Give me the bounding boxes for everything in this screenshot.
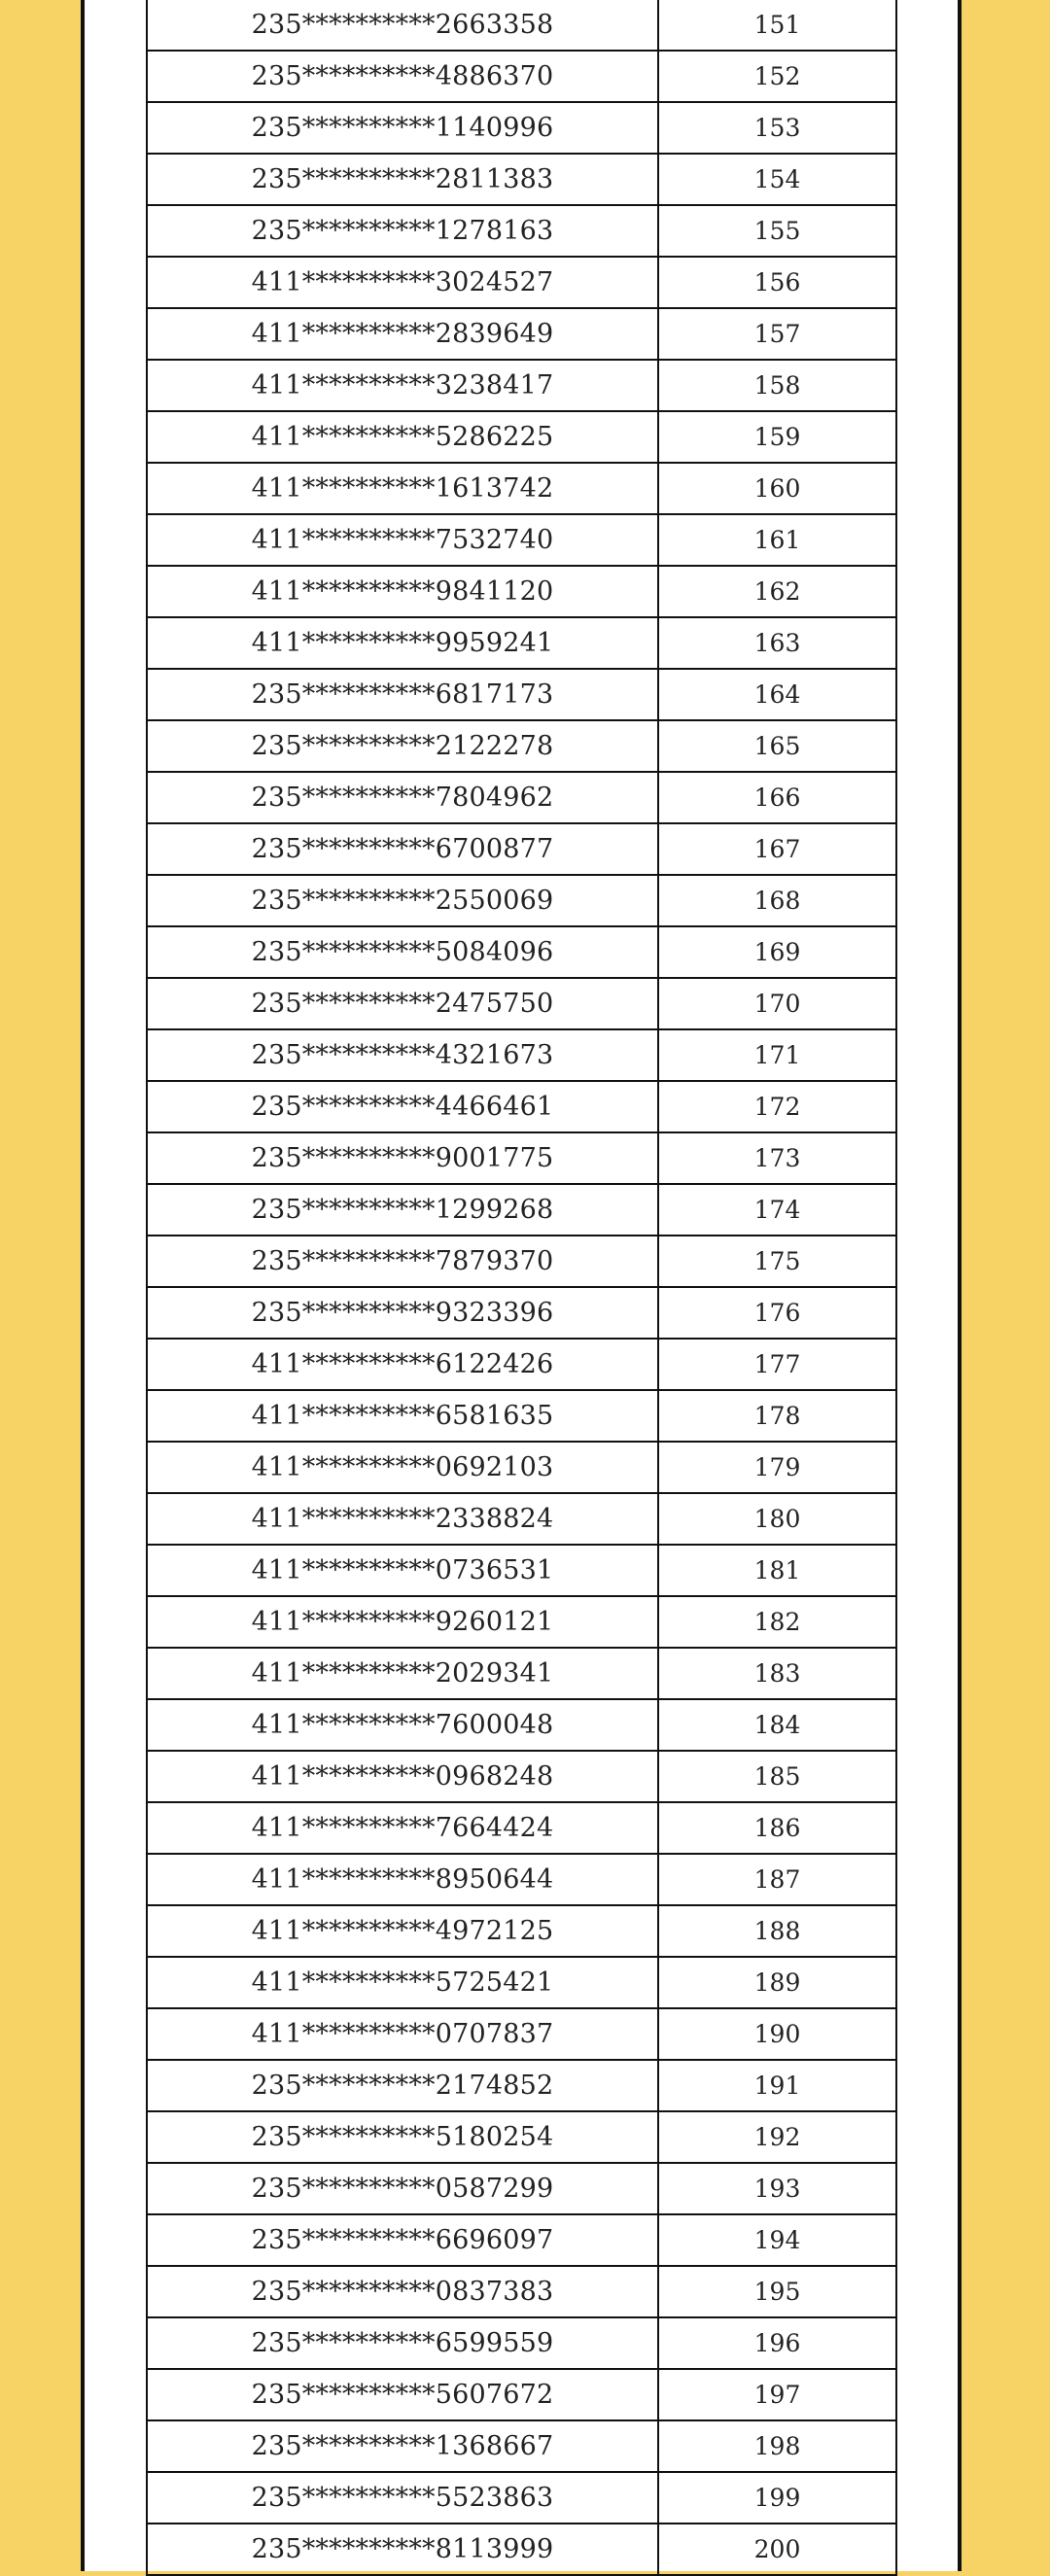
row-number-cell: 182 bbox=[753, 1608, 801, 1636]
row-number-cell: 163 bbox=[753, 629, 801, 657]
table-row bbox=[146, 1803, 897, 1855]
masked-id-cell: 235**********1278163 bbox=[148, 206, 659, 256]
table-row bbox=[146, 361, 897, 412]
row-number-cell: 177 bbox=[753, 1350, 801, 1378]
table-row bbox=[146, 1649, 897, 1700]
table-row bbox=[146, 1855, 897, 1906]
table-row bbox=[146, 1958, 897, 2009]
row-number-cell: 176 bbox=[753, 1299, 801, 1327]
masked-id-cell: 411**********7532740 bbox=[148, 515, 659, 565]
table-row bbox=[146, 2318, 897, 2370]
table-row bbox=[146, 2370, 897, 2421]
table-row bbox=[146, 2009, 897, 2061]
row-number-cell: 153 bbox=[753, 114, 801, 142]
masked-id-cell: 235**********6696097 bbox=[148, 2215, 659, 2265]
masked-id-cell: 411**********9841120 bbox=[148, 567, 659, 616]
table-row bbox=[146, 618, 897, 670]
row-number-cell: 192 bbox=[753, 2123, 801, 2151]
masked-id-cell: 411**********0707837 bbox=[148, 2009, 659, 2059]
masked-id-cell: 411**********1613742 bbox=[148, 464, 659, 513]
table-row bbox=[146, 0, 897, 52]
row-number-cell: 180 bbox=[753, 1505, 801, 1533]
masked-id-cell: 235**********7879370 bbox=[148, 1236, 659, 1286]
table-row bbox=[146, 2164, 897, 2215]
table-row bbox=[146, 567, 897, 618]
masked-id-cell: 235**********0837383 bbox=[148, 2267, 659, 2316]
row-number-cell: 165 bbox=[753, 732, 801, 760]
masked-id-cell: 411**********4972125 bbox=[148, 1906, 659, 1956]
row-number-cell: 186 bbox=[753, 1814, 801, 1842]
table-row bbox=[146, 721, 897, 773]
masked-id-cell: 235**********5607672 bbox=[148, 2370, 659, 2419]
row-number-cell: 170 bbox=[753, 990, 801, 1018]
row-number-cell: 164 bbox=[753, 680, 801, 709]
row-number-cell: 152 bbox=[753, 62, 801, 90]
masked-id-cell: 411**********7664424 bbox=[148, 1803, 659, 1853]
masked-id-cell: 235**********7804962 bbox=[148, 773, 659, 822]
table-row bbox=[146, 1597, 897, 1649]
table-row bbox=[146, 309, 897, 361]
row-number-cell: 162 bbox=[753, 577, 801, 606]
masked-id-cell: 235**********2475750 bbox=[148, 979, 659, 1028]
masked-id-cell: 235**********0587299 bbox=[148, 2164, 659, 2213]
masked-id-cell: 235**********2663358 bbox=[148, 0, 659, 50]
masked-id-cell: 235**********9323396 bbox=[148, 1288, 659, 1338]
masked-id-cell: 411**********5286225 bbox=[148, 412, 659, 462]
masked-id-cell: 235**********5084096 bbox=[148, 927, 659, 977]
masked-id-cell: 411**********9959241 bbox=[148, 618, 659, 668]
masked-id-cell: 235**********2550069 bbox=[148, 876, 659, 925]
row-number-cell: 195 bbox=[753, 2278, 801, 2306]
row-number-cell: 191 bbox=[753, 2071, 801, 2100]
masked-id-cell: 411**********6581635 bbox=[148, 1391, 659, 1441]
masked-id-cell: 235**********9001775 bbox=[148, 1133, 659, 1183]
table-row bbox=[146, 2215, 897, 2267]
row-number-cell: 193 bbox=[753, 2175, 801, 2203]
table-row bbox=[146, 1133, 897, 1185]
masked-id-cell: 235**********1299268 bbox=[148, 1185, 659, 1235]
row-number-cell: 184 bbox=[753, 1711, 801, 1739]
masked-id-cell: 411**********3024527 bbox=[148, 258, 659, 307]
table-row bbox=[146, 670, 897, 721]
masked-id-cell: 235**********6817173 bbox=[148, 670, 659, 719]
table-row bbox=[146, 412, 897, 464]
table-row bbox=[146, 2524, 897, 2576]
table-row bbox=[146, 2267, 897, 2318]
masked-id-cell: 235**********4886370 bbox=[148, 52, 659, 101]
masked-id-cell: 235**********1368667 bbox=[148, 2421, 659, 2471]
row-number-cell: 200 bbox=[753, 2535, 801, 2563]
table-row bbox=[146, 824, 897, 876]
row-number-cell: 198 bbox=[753, 2432, 801, 2460]
row-number-cell: 185 bbox=[753, 1762, 801, 1791]
row-number-cell: 194 bbox=[753, 2226, 801, 2254]
table-row bbox=[146, 1546, 897, 1597]
table-row bbox=[146, 1906, 897, 1958]
row-number-cell: 151 bbox=[753, 11, 801, 39]
table-row bbox=[146, 1443, 897, 1494]
row-number-cell: 159 bbox=[753, 423, 801, 451]
table-row bbox=[146, 258, 897, 309]
masked-id-cell: 235**********4466461 bbox=[148, 1082, 659, 1131]
table-row bbox=[146, 1185, 897, 1236]
table-row bbox=[146, 1288, 897, 1340]
row-number-cell: 179 bbox=[753, 1453, 801, 1481]
table-row bbox=[146, 206, 897, 258]
masked-id-cell: 235**********2811383 bbox=[148, 155, 659, 204]
row-number-cell: 167 bbox=[753, 835, 801, 863]
row-number-cell: 161 bbox=[753, 526, 801, 554]
masked-id-cell: 411**********0968248 bbox=[148, 1752, 659, 1801]
row-number-cell: 156 bbox=[753, 268, 801, 296]
row-number-cell: 158 bbox=[753, 371, 801, 400]
table-row bbox=[146, 927, 897, 979]
masked-id-cell: 411**********8950644 bbox=[148, 1855, 659, 1904]
row-number-cell: 155 bbox=[753, 217, 801, 245]
row-number-cell: 199 bbox=[753, 2484, 801, 2512]
masked-id-cell: 235**********1140996 bbox=[148, 103, 659, 153]
table-row bbox=[146, 1700, 897, 1752]
masked-id-cell: 235**********5523863 bbox=[148, 2473, 659, 2523]
row-number-cell: 197 bbox=[753, 2381, 801, 2409]
masked-id-cell: 235**********8113999 bbox=[148, 2524, 659, 2574]
table-row bbox=[146, 1082, 897, 1133]
table-row bbox=[146, 2061, 897, 2112]
masked-id-cell: 235**********5180254 bbox=[148, 2112, 659, 2162]
row-number-cell: 160 bbox=[753, 474, 801, 503]
masked-id-cell: 411**********2029341 bbox=[148, 1649, 659, 1698]
id-number-table bbox=[146, 0, 897, 2576]
masked-id-cell: 411**********0736531 bbox=[148, 1546, 659, 1595]
table-row bbox=[146, 979, 897, 1030]
table-row bbox=[146, 103, 897, 155]
row-number-cell: 157 bbox=[753, 320, 801, 348]
row-number-cell: 187 bbox=[753, 1865, 801, 1894]
row-number-cell: 174 bbox=[753, 1196, 801, 1224]
row-number-cell: 173 bbox=[753, 1144, 801, 1172]
row-number-cell: 168 bbox=[753, 887, 801, 915]
row-number-cell: 178 bbox=[753, 1402, 801, 1430]
masked-id-cell: 411**********0692103 bbox=[148, 1443, 659, 1492]
masked-id-cell: 411**********6122426 bbox=[148, 1340, 659, 1389]
table-row bbox=[146, 464, 897, 515]
row-number-cell: 181 bbox=[753, 1556, 801, 1584]
table-row bbox=[146, 515, 897, 567]
masked-id-cell: 235**********4321673 bbox=[148, 1030, 659, 1080]
masked-id-cell: 235**********2174852 bbox=[148, 2061, 659, 2110]
table-row bbox=[146, 1494, 897, 1546]
row-number-cell: 171 bbox=[753, 1041, 801, 1069]
table-row bbox=[146, 1030, 897, 1082]
row-number-cell: 154 bbox=[753, 165, 801, 193]
masked-id-cell: 411**********3238417 bbox=[148, 361, 659, 410]
table-row bbox=[146, 52, 897, 103]
masked-id-cell: 411**********2839649 bbox=[148, 309, 659, 359]
masked-id-cell: 235**********6599559 bbox=[148, 2318, 659, 2368]
table-row bbox=[146, 1752, 897, 1803]
masked-id-cell: 411**********2338824 bbox=[148, 1494, 659, 1544]
masked-id-cell: 411**********5725421 bbox=[148, 1958, 659, 2007]
row-number-cell: 172 bbox=[753, 1093, 801, 1121]
row-number-cell: 166 bbox=[753, 783, 801, 812]
table-row bbox=[146, 155, 897, 206]
table-row bbox=[146, 1340, 897, 1391]
row-number-cell: 169 bbox=[753, 938, 801, 966]
table-row bbox=[146, 1236, 897, 1288]
row-number-cell: 189 bbox=[753, 1968, 801, 1997]
table-row bbox=[146, 773, 897, 824]
table-row bbox=[146, 2112, 897, 2164]
row-number-cell: 188 bbox=[753, 1917, 801, 1945]
masked-id-cell: 411**********7600048 bbox=[148, 1700, 659, 1750]
row-number-cell: 190 bbox=[753, 2020, 801, 2048]
table-row bbox=[146, 2473, 897, 2524]
table-row bbox=[146, 1391, 897, 1443]
masked-id-cell: 235**********6700877 bbox=[148, 824, 659, 874]
row-number-cell: 183 bbox=[753, 1659, 801, 1688]
masked-id-cell: 235**********2122278 bbox=[148, 721, 659, 771]
row-number-cell: 175 bbox=[753, 1247, 801, 1275]
row-number-cell: 196 bbox=[753, 2329, 801, 2357]
masked-id-cell: 411**********9260121 bbox=[148, 1597, 659, 1647]
table-row bbox=[146, 876, 897, 927]
table-row bbox=[146, 2421, 897, 2473]
